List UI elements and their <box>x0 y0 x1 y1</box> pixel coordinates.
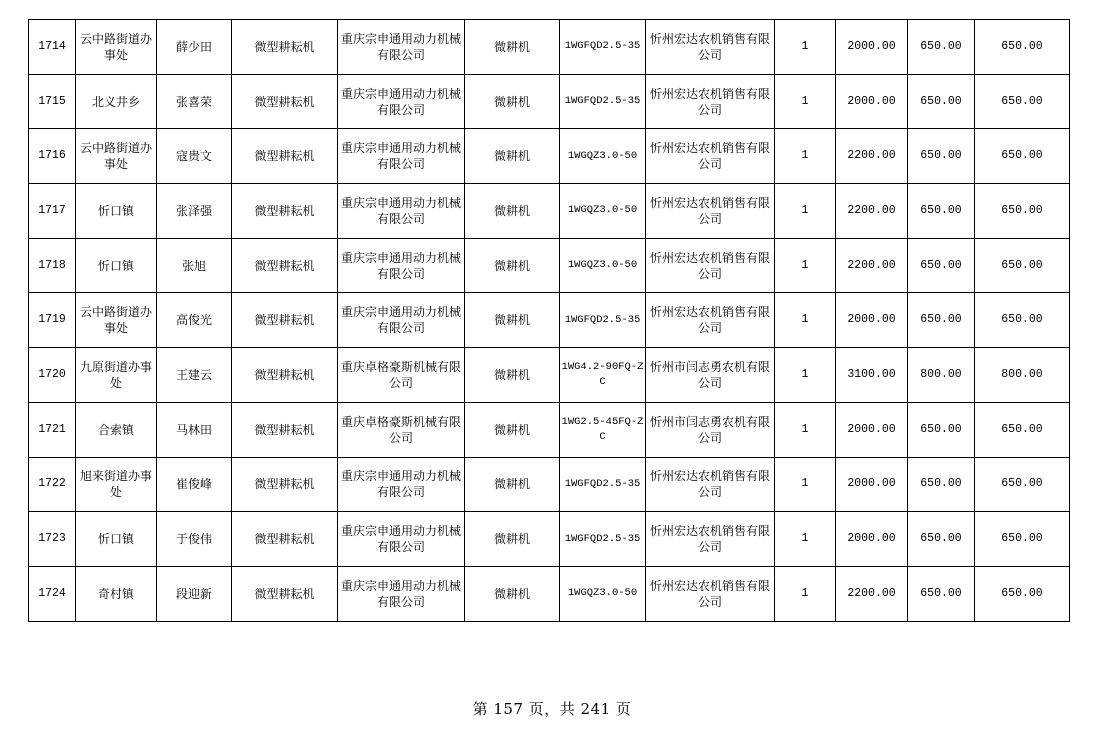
dealer-cell: 忻州宏达农机销售有限公司 <box>646 293 775 348</box>
subsidy-total-cell: 650.00 <box>975 293 1070 348</box>
item-cell: 微型耕耘机 <box>232 129 338 184</box>
dealer-cell: 忻州宏达农机销售有限公司 <box>646 238 775 293</box>
subsidy-each-cell: 650.00 <box>908 512 975 567</box>
subsidy-total-cell: 650.00 <box>975 238 1070 293</box>
qty-cell: 1 <box>775 129 836 184</box>
qty-cell: 1 <box>775 20 836 75</box>
model-cell: 1WGFQD2.5-35 <box>560 74 646 129</box>
qty-cell: 1 <box>775 566 836 621</box>
item-cell: 微型耕耘机 <box>232 238 338 293</box>
town-cell: 旭来街道办事处 <box>76 457 157 512</box>
seq-cell: 1715 <box>29 74 76 129</box>
item-cell: 微型耕耘机 <box>232 457 338 512</box>
dealer-cell: 忻州宏达农机销售有限公司 <box>646 457 775 512</box>
item-cell: 微型耕耘机 <box>232 20 338 75</box>
buyer-cell: 高俊光 <box>157 293 232 348</box>
seq-cell: 1719 <box>29 293 76 348</box>
price-cell: 2000.00 <box>836 402 908 457</box>
buyer-cell: 段迎新 <box>157 566 232 621</box>
subsidy-each-cell: 650.00 <box>908 457 975 512</box>
category-cell: 微耕机 <box>465 512 560 567</box>
subsidy-each-cell: 650.00 <box>908 238 975 293</box>
seq-cell: 1714 <box>29 20 76 75</box>
category-cell: 微耕机 <box>465 402 560 457</box>
town-cell: 忻口镇 <box>76 512 157 567</box>
qty-cell: 1 <box>775 238 836 293</box>
buyer-cell: 崔俊峰 <box>157 457 232 512</box>
qty-cell: 1 <box>775 293 836 348</box>
maker-cell: 重庆宗申通用动力机械有限公司 <box>338 184 465 239</box>
maker-cell: 重庆宗申通用动力机械有限公司 <box>338 512 465 567</box>
seq-cell: 1721 <box>29 402 76 457</box>
table-row <box>29 402 1070 457</box>
dealer-cell: 忻州宏达农机销售有限公司 <box>646 74 775 129</box>
category-cell: 微耕机 <box>465 129 560 184</box>
seq-cell: 1717 <box>29 184 76 239</box>
dealer-cell: 忻州宏达农机销售有限公司 <box>646 566 775 621</box>
subsidy-each-cell: 800.00 <box>908 348 975 403</box>
town-cell: 奇村镇 <box>76 566 157 621</box>
price-cell: 3100.00 <box>836 348 908 403</box>
maker-cell: 重庆卓格豪斯机械有限公司 <box>338 402 465 457</box>
qty-cell: 1 <box>775 74 836 129</box>
item-cell: 微型耕耘机 <box>232 293 338 348</box>
seq-cell: 1720 <box>29 348 76 403</box>
model-cell: 1WGQZ3.0-50 <box>560 129 646 184</box>
town-cell: 云中路街道办事处 <box>76 293 157 348</box>
buyer-cell: 于俊伟 <box>157 512 232 567</box>
subsidy-total-cell: 800.00 <box>975 348 1070 403</box>
town-cell: 忻口镇 <box>76 184 157 239</box>
price-cell: 2000.00 <box>836 20 908 75</box>
maker-cell: 重庆卓格豪斯机械有限公司 <box>338 348 465 403</box>
price-cell: 2200.00 <box>836 184 908 239</box>
subsidy-total-cell: 650.00 <box>975 20 1070 75</box>
model-cell: 1WGQZ3.0-50 <box>560 238 646 293</box>
maker-cell: 重庆宗申通用动力机械有限公司 <box>338 20 465 75</box>
table-body <box>29 20 1070 622</box>
dealer-cell: 忻州宏达农机销售有限公司 <box>646 20 775 75</box>
buyer-cell: 薛少田 <box>157 20 232 75</box>
maker-cell: 重庆宗申通用动力机械有限公司 <box>338 238 465 293</box>
model-cell: 1WG2.5-45FQ-ZC <box>560 402 646 457</box>
category-cell: 微耕机 <box>465 566 560 621</box>
buyer-cell: 王建云 <box>157 348 232 403</box>
dealer-cell: 忻州宏达农机销售有限公司 <box>646 129 775 184</box>
dealer-cell: 忻州宏达农机销售有限公司 <box>646 512 775 567</box>
item-cell: 微型耕耘机 <box>232 184 338 239</box>
subsidy-each-cell: 650.00 <box>908 74 975 129</box>
table-row <box>29 348 1070 403</box>
item-cell: 微型耕耘机 <box>232 402 338 457</box>
subsidy-each-cell: 650.00 <box>908 402 975 457</box>
table-row <box>29 457 1070 512</box>
model-cell: 1WGQZ3.0-50 <box>560 566 646 621</box>
price-cell: 2200.00 <box>836 238 908 293</box>
table-row <box>29 74 1070 129</box>
qty-cell: 1 <box>775 457 836 512</box>
price-cell: 2000.00 <box>836 457 908 512</box>
table-row <box>29 293 1070 348</box>
maker-cell: 重庆宗申通用动力机械有限公司 <box>338 129 465 184</box>
category-cell: 微耕机 <box>465 348 560 403</box>
dealer-cell: 忻州宏达农机销售有限公司 <box>646 184 775 239</box>
subsidy-total-cell: 650.00 <box>975 457 1070 512</box>
town-cell: 北义井乡 <box>76 74 157 129</box>
item-cell: 微型耕耘机 <box>232 74 338 129</box>
item-cell: 微型耕耘机 <box>232 566 338 621</box>
qty-cell: 1 <box>775 512 836 567</box>
subsidy-total-cell: 650.00 <box>975 184 1070 239</box>
subsidy-table <box>28 19 1070 622</box>
maker-cell: 重庆宗申通用动力机械有限公司 <box>338 566 465 621</box>
category-cell: 微耕机 <box>465 238 560 293</box>
buyer-cell: 马林田 <box>157 402 232 457</box>
model-cell: 1WGFQD2.5-35 <box>560 512 646 567</box>
maker-cell: 重庆宗申通用动力机械有限公司 <box>338 74 465 129</box>
model-cell: 1WGFQD2.5-35 <box>560 20 646 75</box>
price-cell: 2200.00 <box>836 566 908 621</box>
qty-cell: 1 <box>775 348 836 403</box>
subsidy-total-cell: 650.00 <box>975 512 1070 567</box>
maker-cell: 重庆宗申通用动力机械有限公司 <box>338 457 465 512</box>
table-row <box>29 129 1070 184</box>
item-cell: 微型耕耘机 <box>232 512 338 567</box>
seq-cell: 1716 <box>29 129 76 184</box>
category-cell: 微耕机 <box>465 20 560 75</box>
subsidy-each-cell: 650.00 <box>908 20 975 75</box>
item-cell: 微型耕耘机 <box>232 348 338 403</box>
subsidy-each-cell: 650.00 <box>908 566 975 621</box>
dealer-cell: 忻州市闫志勇农机有限公司 <box>646 402 775 457</box>
table-row <box>29 238 1070 293</box>
qty-cell: 1 <box>775 402 836 457</box>
model-cell: 1WGFQD2.5-35 <box>560 457 646 512</box>
subsidy-total-cell: 650.00 <box>975 402 1070 457</box>
price-cell: 2000.00 <box>836 512 908 567</box>
price-cell: 2200.00 <box>836 129 908 184</box>
price-cell: 2000.00 <box>836 74 908 129</box>
subsidy-total-cell: 650.00 <box>975 74 1070 129</box>
model-cell: 1WGFQD2.5-35 <box>560 293 646 348</box>
category-cell: 微耕机 <box>465 74 560 129</box>
price-cell: 2000.00 <box>836 293 908 348</box>
category-cell: 微耕机 <box>465 457 560 512</box>
town-cell: 合索镇 <box>76 402 157 457</box>
subsidy-each-cell: 650.00 <box>908 184 975 239</box>
town-cell: 云中路街道办事处 <box>76 20 157 75</box>
buyer-cell: 张泽强 <box>157 184 232 239</box>
table-row <box>29 512 1070 567</box>
table-row <box>29 20 1070 75</box>
town-cell: 九原街道办事处 <box>76 348 157 403</box>
seq-cell: 1722 <box>29 457 76 512</box>
category-cell: 微耕机 <box>465 184 560 239</box>
buyer-cell: 张喜荣 <box>157 74 232 129</box>
subsidy-each-cell: 650.00 <box>908 129 975 184</box>
town-cell: 云中路街道办事处 <box>76 129 157 184</box>
subsidy-total-cell: 650.00 <box>975 566 1070 621</box>
table-row <box>29 566 1070 621</box>
buyer-cell: 寇贵文 <box>157 129 232 184</box>
table-row <box>29 184 1070 239</box>
maker-cell: 重庆宗申通用动力机械有限公司 <box>338 293 465 348</box>
page-number-footer: 第 157 页，共 241 页 <box>472 700 632 718</box>
dealer-cell: 忻州市闫志勇农机有限公司 <box>646 348 775 403</box>
town-cell: 忻口镇 <box>76 238 157 293</box>
subsidy-each-cell: 650.00 <box>908 293 975 348</box>
buyer-cell: 张旭 <box>157 238 232 293</box>
seq-cell: 1718 <box>29 238 76 293</box>
seq-cell: 1723 <box>29 512 76 567</box>
model-cell: 1WGQZ3.0-50 <box>560 184 646 239</box>
qty-cell: 1 <box>775 184 836 239</box>
category-cell: 微耕机 <box>465 293 560 348</box>
subsidy-total-cell: 650.00 <box>975 129 1070 184</box>
seq-cell: 1724 <box>29 566 76 621</box>
model-cell: 1WG4.2-90FQ-ZC <box>560 348 646 403</box>
